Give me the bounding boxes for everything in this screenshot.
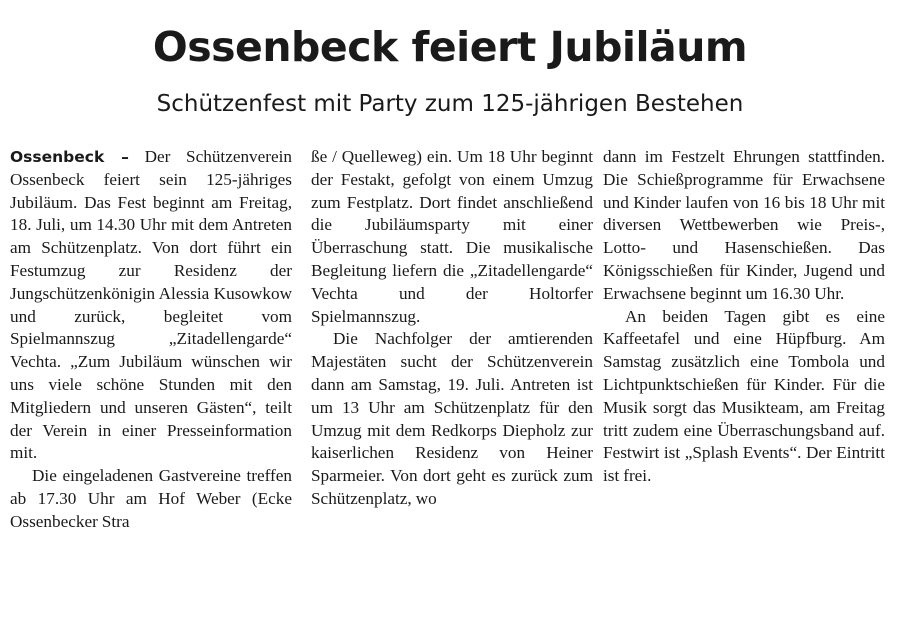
paragraph — [10, 146, 292, 465]
dateline: Ossenbeck – — [10, 148, 129, 166]
paragraph: An beiden Tagen gibt es eine Kaffeetafel und eine Hüpfburg. Am Samstag zusätzlich eine Tombola und Lichtpunktschießen für Kinder. Für die Musik sorgt das Musikteam, am Freitag tritt zudem eine Überraschungsband auf. Festwirt ist „Splash Events“. Der Eintritt ist frei. — [603, 306, 885, 486]
paragraph: ße / Quelleweg) ein. Um 18 Uhr beginnt der Festakt, gefolgt von einem Umzug zum Festplatz. Dort findet anschließend die Jubiläumsparty mit einer Überraschung statt. Die musikalische Begleitung liefern die „Zitadellengarde“ Vechta und der Holtorfer Spielmannszug. — [311, 147, 593, 326]
subheadline: Schützenfest mit Party zum 125-jährigen Bestehen — [156, 91, 744, 117]
article-body — [0, 146, 900, 616]
headline: Ossenbeck feiert Jubiläum — [152, 23, 748, 71]
paragraph: Die eingeladenen Gastvereine treffen ab 17.30 Uhr am Hof Weber (Ecke Ossenbecker Stra — [10, 466, 292, 531]
paragraph: Die Nachfolger der amtierenden Majestäten sucht der Schützenverein dann am Samstag, 19. Juli. Antreten ist um 13 Uhr am Schützenplatz für den Umzug mit dem Redkorps Diepholz zur kaiserlichen Residenz von Heiner Sparmeier. Von dort geht es zurück zum Schützenplatz, wo — [311, 329, 593, 508]
column-2 — [311, 146, 593, 511]
paragraph-text: Der Schützenverein Ossenbeck feiert sein 125-jähriges Jubiläum. Das Fest beginnt am Freitag, 18. Juli, um 14.30 Uhr mit dem Antreten am Schützenplatz. Von dort führt ein Festumzug zur Residenz der Jungschützenkönigin Alessia Kusowkow und zurück, begleitet vom Spielmannszug „Zitadellengarde“ Vechta. „Zum Jubiläum wünschen wir uns viele schöne Stunden mit den Mitgliedern und unseren Gästen“, teilt der Verein in einer Presseinformation mit. — [10, 147, 292, 463]
paragraph: dann im Festzelt Ehrungen stattfinden. Die Schießprogramme für Erwachsene und Kinder laufen von 16 bis 18 Uhr mit diversen Wettbewerben wie Preis-, Lotto- und Hasenschießen. Das Königsschießen für Kinder, Jugend und Erwachsene beginnt um 16.30 Uhr. — [603, 147, 885, 303]
column-3 — [603, 146, 885, 488]
column-1 — [10, 146, 292, 534]
